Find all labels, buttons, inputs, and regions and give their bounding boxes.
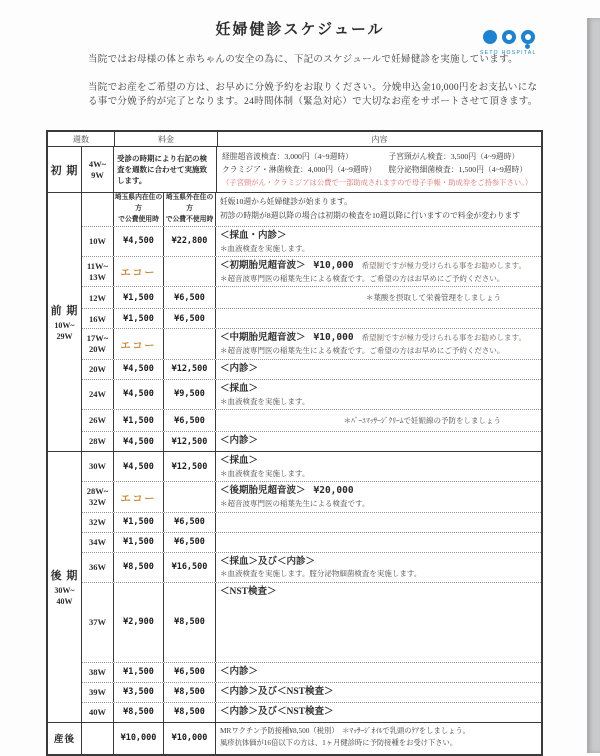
exam-note: ＊超音波専門医の稲葉先生による検査です。ご希望の方はお早めにご予約ください。 — [220, 273, 505, 283]
col-header-weeks: 週数 — [48, 132, 115, 146]
fee-cell-in-pref — [114, 452, 164, 481]
week-line: 10W — [89, 236, 106, 247]
fee-amount: ¥1,500 — [123, 313, 154, 324]
exam-title: ＜NST検査＞ — [220, 586, 277, 597]
exam-title: ＜内診＞ — [220, 436, 259, 447]
fee-cell-out-pref — [164, 410, 216, 431]
week-line: 38W — [89, 667, 106, 678]
content-title-line — [220, 484, 537, 498]
caption-line: で公費使用時 — [118, 215, 159, 223]
week-cell — [82, 410, 114, 431]
content-line: 初診の時期が8週以降の場合は初期の検査を10週以降に行いますので料金が変わります — [220, 211, 521, 221]
table-row — [82, 512, 541, 532]
content-cell — [216, 513, 541, 532]
week-line: 9W — [91, 169, 104, 180]
table-row — [82, 481, 541, 511]
content-cell — [216, 309, 541, 328]
exam-price: ¥20,000 — [313, 485, 354, 497]
col-header-content: 内容 — [371, 134, 388, 144]
table-row — [82, 379, 541, 409]
table-row — [82, 582, 541, 662]
logo-ring-dot-icon — [521, 30, 535, 44]
week-cell — [82, 533, 114, 552]
fee-cell-out-pref — [164, 553, 216, 582]
fee-cell-out-pref — [164, 309, 216, 328]
test-item: 経腟超音波検査：3,000円（4~9週時） — [222, 152, 353, 162]
exam-title: ＜採血・内診＞ — [220, 230, 287, 241]
content-title-line — [220, 331, 537, 345]
fee-cell-out-pref — [164, 287, 216, 308]
section-name: 産後 — [53, 735, 75, 746]
section-kouki — [48, 451, 541, 722]
fee-cell-out-pref — [164, 583, 216, 662]
schedule-table — [46, 130, 543, 756]
fee-cell-out-pref — [164, 663, 216, 682]
initial-tests — [222, 151, 536, 175]
fee-amount: ¥1,500 — [123, 667, 154, 678]
table-row — [82, 286, 541, 308]
content-title-line — [220, 382, 537, 396]
test-item: クラミジア・淋菌検査：4,000円（4~9週時） — [222, 165, 377, 175]
advice-note: ＊葉酸を摂取して栄養管理をしましょう — [366, 293, 501, 303]
fee-amount: ¥22,800 — [171, 236, 208, 247]
kouki-rows — [82, 452, 541, 722]
section-name: 前 期 — [50, 305, 79, 318]
fee-amount: ¥2,900 — [123, 617, 154, 628]
exam-price: ¥10,000 — [313, 332, 354, 344]
exam-title: ＜内診＞ — [220, 363, 259, 374]
content-cell — [216, 452, 541, 481]
week-line: 32W — [89, 516, 106, 527]
table-row — [82, 662, 541, 682]
fee-amount: ¥1,500 — [123, 517, 154, 528]
week-line: 34W — [89, 536, 106, 547]
content-cell — [216, 583, 541, 662]
fee-amount: ¥9,500 — [174, 389, 205, 400]
content-title-line — [220, 454, 537, 468]
table-row — [82, 552, 541, 582]
section-label-zenki — [48, 193, 82, 451]
week-cell — [82, 380, 114, 409]
fee-cell-in-pref — [114, 329, 164, 358]
exam-inline-note: 希望制ですが極力受けられる事をお勧めします。 — [361, 261, 526, 271]
table-row — [82, 409, 541, 431]
week-line: 24W — [89, 389, 106, 400]
section-sango — [48, 722, 541, 754]
fee-cell-out-pref — [164, 227, 216, 256]
exam-title: ＜採血＞ — [220, 456, 259, 467]
fee-cell-out-pref — [164, 533, 216, 552]
screen-edge-strip — [587, 18, 600, 753]
week-line: 20W — [89, 344, 106, 355]
content-cell — [216, 723, 541, 754]
advice-note: ＊ﾊﾞｰﾕﾏｯｻｰｼﾞｸﾘｰﾑで妊娠線の予防をしましょう — [343, 416, 501, 426]
week-cell — [82, 227, 114, 256]
fee-amount: ¥6,500 — [174, 667, 205, 678]
fee-amount: ¥6,500 — [174, 292, 205, 303]
content-cell — [216, 227, 541, 256]
exam-inline-note: 希望制ですが極力受けられる事をお勧めします。 — [361, 333, 526, 343]
fee-amount: ¥8,500 — [123, 707, 154, 718]
content-cell — [216, 683, 541, 702]
content-cell — [216, 482, 541, 511]
intro-paragraph-1: 当院ではお母様の体と赤ちゃんの安全の為に、下記のスケジュールで妊婦健診を実施しています。 — [88, 55, 518, 65]
week-line: 26W — [89, 415, 106, 426]
exam-title: ＜採血＞ — [220, 383, 259, 394]
page-title: 妊婦健診スケジュール — [215, 22, 385, 38]
caption-line: 埼玉県内在住の方 — [114, 194, 163, 213]
week-line: 40W — [89, 707, 106, 718]
fee-amount: ¥12,500 — [171, 364, 208, 375]
fee-cell-in-pref — [114, 432, 164, 451]
fee-amount: ¥6,500 — [174, 517, 205, 528]
fee-amount: ¥1,500 — [123, 537, 154, 548]
content-title-line — [220, 362, 537, 376]
section-range — [54, 586, 74, 607]
exam-note: ＊超音波専門医の稲葉先生による検査です。 — [220, 499, 370, 509]
fee-amount: ¥8,500 — [174, 707, 205, 718]
logo-ring-icon — [502, 30, 516, 44]
fee-cell-in-pref — [114, 583, 164, 662]
content-cell — [216, 553, 541, 582]
content-title-line — [220, 685, 537, 699]
table-row — [82, 682, 541, 702]
exam-price: ¥10,000 — [313, 260, 354, 272]
fee-cell-out-pref — [164, 683, 216, 702]
week-line: 4W~ — [88, 159, 107, 170]
fee-caption-row — [82, 193, 541, 226]
fee-amount: ¥6,500 — [174, 537, 205, 548]
content-line: MRワクチン予防接種¥8,500（税別） ＊ﾏｯｻｰｼﾞｵｲﾙで乳頭のｹｱをしましょう。 — [220, 725, 470, 735]
section-label-initial — [48, 147, 82, 192]
fee-cell-in-pref — [114, 257, 164, 286]
echo-label: エコー — [120, 493, 157, 505]
fee-amount: ¥4,500 — [123, 389, 154, 400]
col-header-fee: 料金 — [115, 132, 218, 146]
content-cell — [216, 257, 541, 286]
week-line: 37W — [89, 617, 106, 628]
week-cell — [82, 553, 114, 582]
logo-dots — [475, 30, 542, 44]
content-cell — [216, 193, 541, 226]
logo-hospital-name: SETO HOSPITAL — [480, 50, 538, 56]
section-label-sango — [48, 723, 82, 754]
fee-cell-in-pref — [114, 723, 164, 754]
hospital-logo — [475, 30, 542, 56]
content-line: 風疹抗体価が16倍以下の方は、1ヶ月健診時に予防接種をお受け下さい。 — [220, 738, 458, 748]
fee-cell-out-pref — [164, 703, 216, 722]
echo-label: エコー — [120, 268, 157, 280]
fee-cell-out-pref — [164, 380, 216, 409]
exam-note: ＊血液検査を実施します。腟分泌物細菌検査を実施します。 — [220, 569, 422, 579]
range-line: 10W~ — [54, 321, 75, 331]
week-cell — [82, 257, 114, 286]
week-line: 28W~ — [86, 486, 109, 497]
content-cell — [216, 329, 541, 358]
fee-cell-out-pref — [164, 257, 216, 286]
week-cell — [82, 452, 114, 481]
fee-amount: ¥4,500 — [123, 236, 154, 247]
initial-fee-note: 受診の時期により右記の検査を週数に合わせて実施致します。 — [114, 147, 217, 192]
week-cell — [82, 193, 114, 226]
content-title-line — [220, 555, 537, 569]
fee-cell-in-pref — [114, 553, 164, 582]
week-line: 28W — [89, 436, 106, 447]
fee-amount: ¥10,000 — [120, 733, 157, 744]
content-cell — [216, 410, 541, 431]
exam-title: ＜後期胎児超音波＞ — [220, 486, 306, 497]
logo-circle-icon — [483, 30, 497, 44]
section-initial — [48, 146, 541, 192]
week-cell — [82, 432, 114, 451]
week-line: 32W — [89, 497, 106, 507]
test-item: 子宮頸がん検査：3,500円（4~9週時） — [388, 152, 520, 162]
week-line: 39W — [89, 687, 106, 698]
week-cell — [82, 513, 114, 532]
fee-amount: ¥10,000 — [171, 733, 208, 744]
content-title-line — [220, 229, 537, 243]
content-line: 妊娠10週から妊婦健診が始まります。 — [220, 197, 352, 207]
fee-cell-out-pref — [164, 329, 216, 358]
fee-cell-in-pref — [114, 410, 164, 431]
week-cell — [82, 703, 114, 722]
fee-cell-in-pref — [114, 482, 164, 511]
week-line: 13W — [89, 271, 106, 282]
subsidy-red-note: （子宮頸がん・クラミジアは公費で一部助成されますので母子手帳・助成券をご持参下さい。） — [222, 177, 533, 187]
fee-amount: ¥1,500 — [123, 292, 154, 303]
intro-paragraph-2: 当院でお産をご希望の方は、お早めに分娩予約をお取りください。分娩申込金10,000円をお支払いになる事で分娩予約が完了となります。24時間体制（緊急対応）で大切なお産をサポートさせて頂きます。 — [88, 82, 538, 108]
section-zenki — [48, 192, 541, 451]
fee-amount: ¥12,500 — [171, 436, 208, 447]
week-cell — [82, 683, 114, 702]
fee-cell-in-pref — [114, 533, 164, 552]
exam-note: ＊超音波専門医の稲葉先生による検査です。ご希望の方はお早めにご予約ください。 — [220, 346, 505, 356]
exam-note: ＊血液検査を実施します。 — [220, 243, 310, 253]
range-line: 40W — [56, 596, 73, 606]
fee-amount: ¥16,500 — [171, 562, 208, 573]
fee-amount: ¥4,500 — [123, 364, 154, 375]
fee-amount: ¥8,500 — [174, 687, 205, 698]
table-row — [82, 702, 541, 722]
content-title-line — [220, 705, 537, 719]
range-line: 30W~ — [54, 586, 75, 596]
fee-cell-in-pref — [114, 309, 164, 328]
exam-title: ＜初期胎児超音波＞ — [220, 261, 306, 272]
week-cell — [82, 482, 114, 511]
fee-cell-in-pref — [114, 703, 164, 722]
test-item: 腟分泌物細菌検査：1,500円（4~9週時） — [388, 165, 528, 175]
table-row — [82, 308, 541, 328]
fee-amount: ¥1,500 — [123, 415, 154, 426]
content-cell — [216, 533, 541, 552]
content-cell — [216, 380, 541, 409]
content-title-line — [220, 665, 537, 679]
week-line: 17W~ — [86, 333, 109, 344]
fee-amount: ¥12,500 — [171, 461, 208, 472]
exam-note: ＊血液検査を実施します。 — [220, 396, 310, 406]
table-row — [82, 256, 541, 286]
section-label-kouki — [48, 452, 82, 722]
exam-title: ＜内診＞ — [220, 666, 259, 677]
week-line: 20W — [89, 363, 106, 374]
week-cell — [82, 147, 114, 192]
content-cell — [216, 703, 541, 722]
table-row — [82, 359, 541, 379]
content-title-line — [220, 259, 537, 273]
fee-cell-in-pref — [114, 227, 164, 256]
week-line: 12W — [89, 292, 106, 303]
content-title-line — [220, 585, 537, 599]
section-name: 初 期 — [50, 164, 79, 177]
content-cell — [216, 360, 541, 379]
content-cell — [216, 663, 541, 682]
fee-amount: ¥6,500 — [174, 415, 205, 426]
exam-title: ＜内診＞及び＜NST検査＞ — [220, 686, 334, 697]
table-row — [82, 452, 541, 481]
exam-note: ＊血液検査を実施します。 — [220, 468, 310, 478]
exam-title: ＜採血＞及び＜内診＞ — [220, 556, 316, 567]
table-header-row — [48, 132, 541, 146]
week-cell — [82, 663, 114, 682]
week-cell — [82, 329, 114, 358]
table-row — [82, 328, 541, 358]
fee-cell-out-pref — [164, 482, 216, 511]
echo-label: エコー — [120, 340, 157, 352]
fee-caption-in-pref — [114, 193, 164, 226]
week-cell — [82, 360, 114, 379]
fee-cell-in-pref — [114, 683, 164, 702]
table-row — [82, 226, 541, 256]
zenki-rows — [82, 193, 541, 451]
content-cell — [216, 432, 541, 451]
fee-amount: ¥6,500 — [174, 313, 205, 324]
fee-amount: ¥8,500 — [174, 617, 205, 628]
fee-cell-out-pref — [164, 723, 216, 754]
week-cell — [82, 583, 114, 662]
week-cell — [82, 723, 114, 754]
week-cell — [82, 287, 114, 308]
fee-cell-out-pref — [164, 360, 216, 379]
content-cell — [216, 287, 541, 308]
section-name: 後 期 — [50, 570, 79, 583]
fee-cell-in-pref — [114, 663, 164, 682]
initial-content-cell — [217, 147, 541, 192]
fee-cell-in-pref — [114, 287, 164, 308]
caption-line: で公費不使用時 — [165, 215, 214, 223]
content-title-line — [220, 434, 537, 448]
range-line: 29W — [56, 331, 73, 341]
week-line: 16W — [89, 313, 106, 324]
fee-cell-in-pref — [114, 380, 164, 409]
week-line: 36W — [89, 562, 106, 572]
fee-cell-out-pref — [164, 432, 216, 451]
fee-caption-out-pref — [164, 193, 216, 226]
week-line: 11W~ — [87, 261, 108, 272]
table-row — [82, 532, 541, 552]
exam-title: ＜中期胎児超音波＞ — [220, 333, 306, 344]
fee-cell-in-pref — [114, 513, 164, 532]
exam-title: ＜内診＞及び＜NST検査＞ — [220, 706, 334, 717]
section-range — [54, 321, 74, 342]
fee-cell-out-pref — [164, 452, 216, 481]
fee-amount: ¥4,500 — [123, 436, 154, 447]
fee-cell-out-pref — [164, 513, 216, 532]
fee-cell-in-pref — [114, 360, 164, 379]
week-cell — [82, 309, 114, 328]
fee-amount: ¥3,500 — [123, 687, 154, 698]
caption-line: 埼玉県外在住の方 — [165, 194, 214, 213]
week-line: 30W — [89, 461, 106, 472]
fee-amount: ¥8,500 — [123, 562, 154, 573]
table-row — [82, 431, 541, 451]
fee-amount: ¥4,500 — [123, 461, 154, 472]
